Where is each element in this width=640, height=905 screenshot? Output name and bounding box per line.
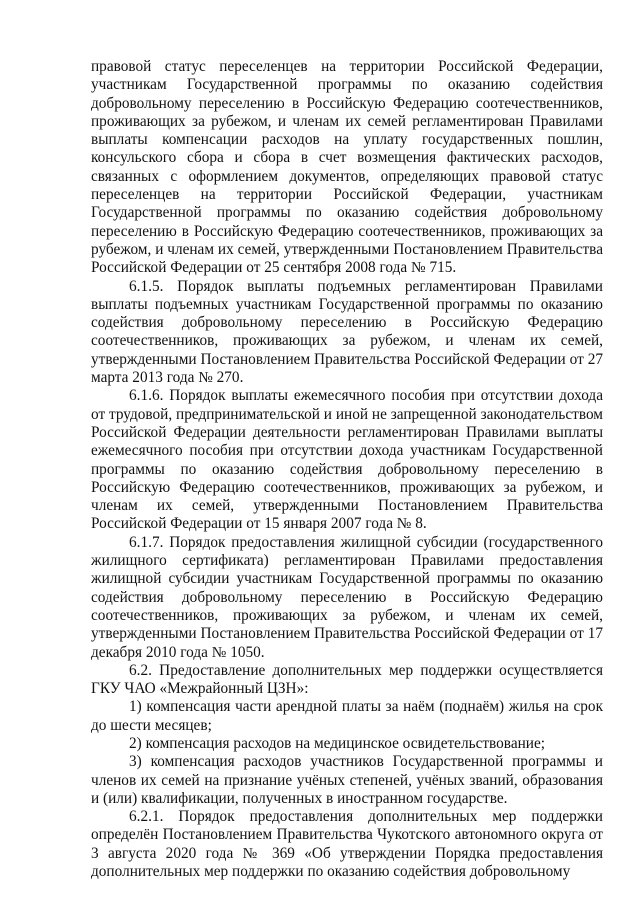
list-item-2: 2) компенсация расходов на медицинское освидетельствование; — [129, 734, 546, 752]
paragraph-6-1-6: 6.1.6. Порядок выплаты ежемесячного пособия при отсутствии дохода от трудовой, предпринимательской и иной не запрещенной законодательством Российской Федерации деятельности регламентирован Правилами выплаты ежемесячного пособия при отсутствии дохода участникам Государственной программы по оказанию содействия добровольному переселению в Российскую Федерацию соотечественников, проживающих за рубежом, и членам их семей, утвержденными Постановлением Правительства Российской Федерации от 15 января 2007 года № 8. — [91, 387, 603, 533]
paragraph-6-1-5: 6.1.5. Порядок выплаты подъемных регламентирован Правилами выплаты подъемных участникам Государственной программы по оказанию содействия добровольному переселению в Российскую Федерацию соотечественников, проживающих за рубежом, и членам их семей, утвержденными Постановлением Правительства Российской Федерации от 27 марта 2013 года № 270. — [91, 277, 603, 387]
list-item-3: 3) компенсация расходов участников Государственной программы и членов их семей на признание учёных степеней, учёных званий, образования и (или) квалификации, полученных в иностранном государстве. — [91, 753, 603, 807]
paragraph-6-2-1: 6.2.1. Порядок предоставления дополнительных мер поддержки определён Постановлением Правительства Чукотского автономного округа от 3 августа 2020 года № 369 «Об утверждении Порядка предоставления дополнительных мер поддержки по оказанию содействия добровольному — [91, 808, 603, 881]
document-body — [91, 58, 603, 881]
list-item-1: 1) компенсация части арендной платы за наём (поднаём) жилья на срок до шести месяцев; — [91, 698, 603, 734]
paragraph-6-2: 6.2. Предоставление дополнительных мер поддержки осуществляется ГКУ ЧАО «Межрайонный ЦЗН»: — [91, 661, 603, 698]
paragraph-6-1-7: 6.1.7. Порядок предоставления жилищной субсидии (государственного жилищного сертификата) регламентирован Правилами предоставления жилищной субсидии участникам Государственной программы по оказанию содействия добровольному переселению в Российскую Федерацию соотечественников, проживающих за рубежом, и членам их семей, утвержденными Постановлением Правительства Российской Федерации от 17 декабря 2010 года № 1050. — [91, 533, 603, 661]
paragraph-status-continuation: правовой статус переселенцев на территории Российской Федерации, участникам Государственной программы по оказанию содействия добровольному переселению в Российскую Федерацию соотечественников, проживающих за рубежом, и членам их семей регламентирован Правилами выплаты компенсации расходов на уплату государственных пошлин, консульского сбора и сбора в счет возмещения фактических расходов, связанных с оформлением документов, определяющих правовой статус переселенцев на территории Российской Федерации, участникам Государственной программы по оказанию содействия добровольному переселению в Российскую Федерацию соотечественников, проживающих за рубежом, и членам их семей, утвержденными Постановлением Правительства Российской Федерации от 25 сентября 2008 года № 715. — [91, 58, 603, 277]
